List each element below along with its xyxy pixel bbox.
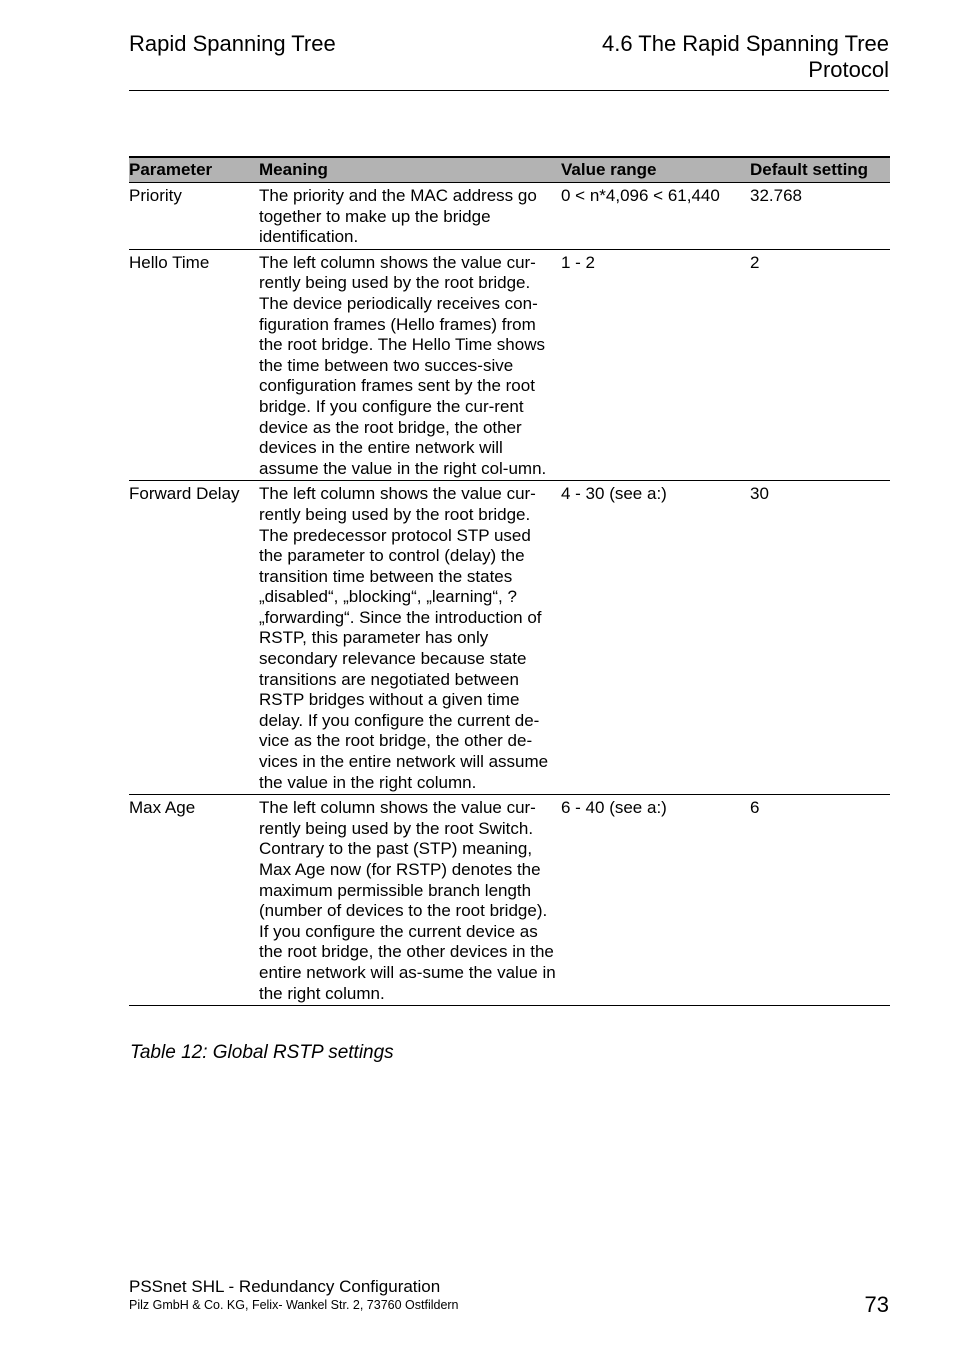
cell-parameter: Forward Delay: [129, 481, 259, 795]
column-header-default-setting: Default setting: [750, 157, 890, 183]
table-header-row: [129, 157, 890, 183]
table-row: [129, 249, 890, 481]
cell-parameter: Max Age: [129, 795, 259, 1006]
cell-value-range: 4 - 30 (see a:): [561, 481, 750, 795]
header-divider: [129, 90, 889, 91]
rstp-settings-table: [129, 156, 890, 1006]
column-header-value-range: Value range: [561, 157, 750, 183]
cell-value-range: 0 < n*4,096 < 61,440: [561, 183, 750, 250]
cell-meaning: The left column shows the value cur-rently being used by the root Switch. Contrary to the past (STP) meaning, Max Age now (for RSTP) denotes the maximum permissible branch length (number of devices to the root bridge). If you configure the current device as the root bridge, the other devices in the entire network will as-sume the value in the right column.: [259, 795, 561, 1006]
cell-default: 30: [750, 481, 890, 795]
column-header-parameter: Parameter: [129, 157, 259, 183]
running-header-chapter: Rapid Spanning Tree: [129, 31, 336, 56]
cell-meaning: The priority and the MAC address go together to make up the bridge identification.: [259, 183, 561, 250]
cell-default: 6: [750, 795, 890, 1006]
running-header-section: [602, 31, 889, 83]
table-row: [129, 795, 890, 1006]
page-number: 73: [864, 1292, 889, 1317]
cell-default: 2: [750, 249, 890, 481]
cell-parameter: Hello Time: [129, 249, 259, 481]
cell-meaning: The left column shows the value cur-rently being used by the root bridge. The device periodically receives con-figuration frames (Hello frames) from the root bridge. The Hello Time shows the time between two succes-sive configuration frames sent by the root bridge. If you configure the cur-rent device as the root bridge, the other devices in the entire network will assume the value in the right col-umn.: [259, 249, 561, 481]
column-header-meaning: Meaning: [259, 157, 561, 183]
cell-value-range: 6 - 40 (see a:): [561, 795, 750, 1006]
table-row: [129, 481, 890, 795]
section-title-line1: 4.6 The Rapid Spanning Tree: [601, 31, 889, 56]
table-caption: Table 12: Global RSTP settings: [130, 1042, 394, 1063]
table-row: [129, 183, 890, 250]
cell-value-range: 1 - 2: [561, 249, 750, 481]
cell-default: 32.768: [750, 183, 890, 250]
section-title-line2: Protocol: [808, 57, 889, 82]
cell-parameter: Priority: [129, 183, 259, 250]
cell-meaning: The left column shows the value cur-rently being used by the root bridge. The predecessor protocol STP used the parameter to control (delay) the transition time between the states „disabled“, „blocking“, „learning“, ?„forwarding“. Since the introduction of RSTP, this parameter has only secondary relevance because state transitions are negotiated between RSTP bridges without a given time delay. If you configure the current de-vice as the root bridge, the other de-vices in the entire network will assume the value in the right column.: [259, 481, 561, 795]
footer-company-address: Pilz GmbH & Co. KG, Felix- Wankel Str. 2, 73760 Ostfildern: [129, 1298, 459, 1312]
footer-document-title: PSSnet SHL - Redundancy Configuration: [129, 1277, 441, 1296]
